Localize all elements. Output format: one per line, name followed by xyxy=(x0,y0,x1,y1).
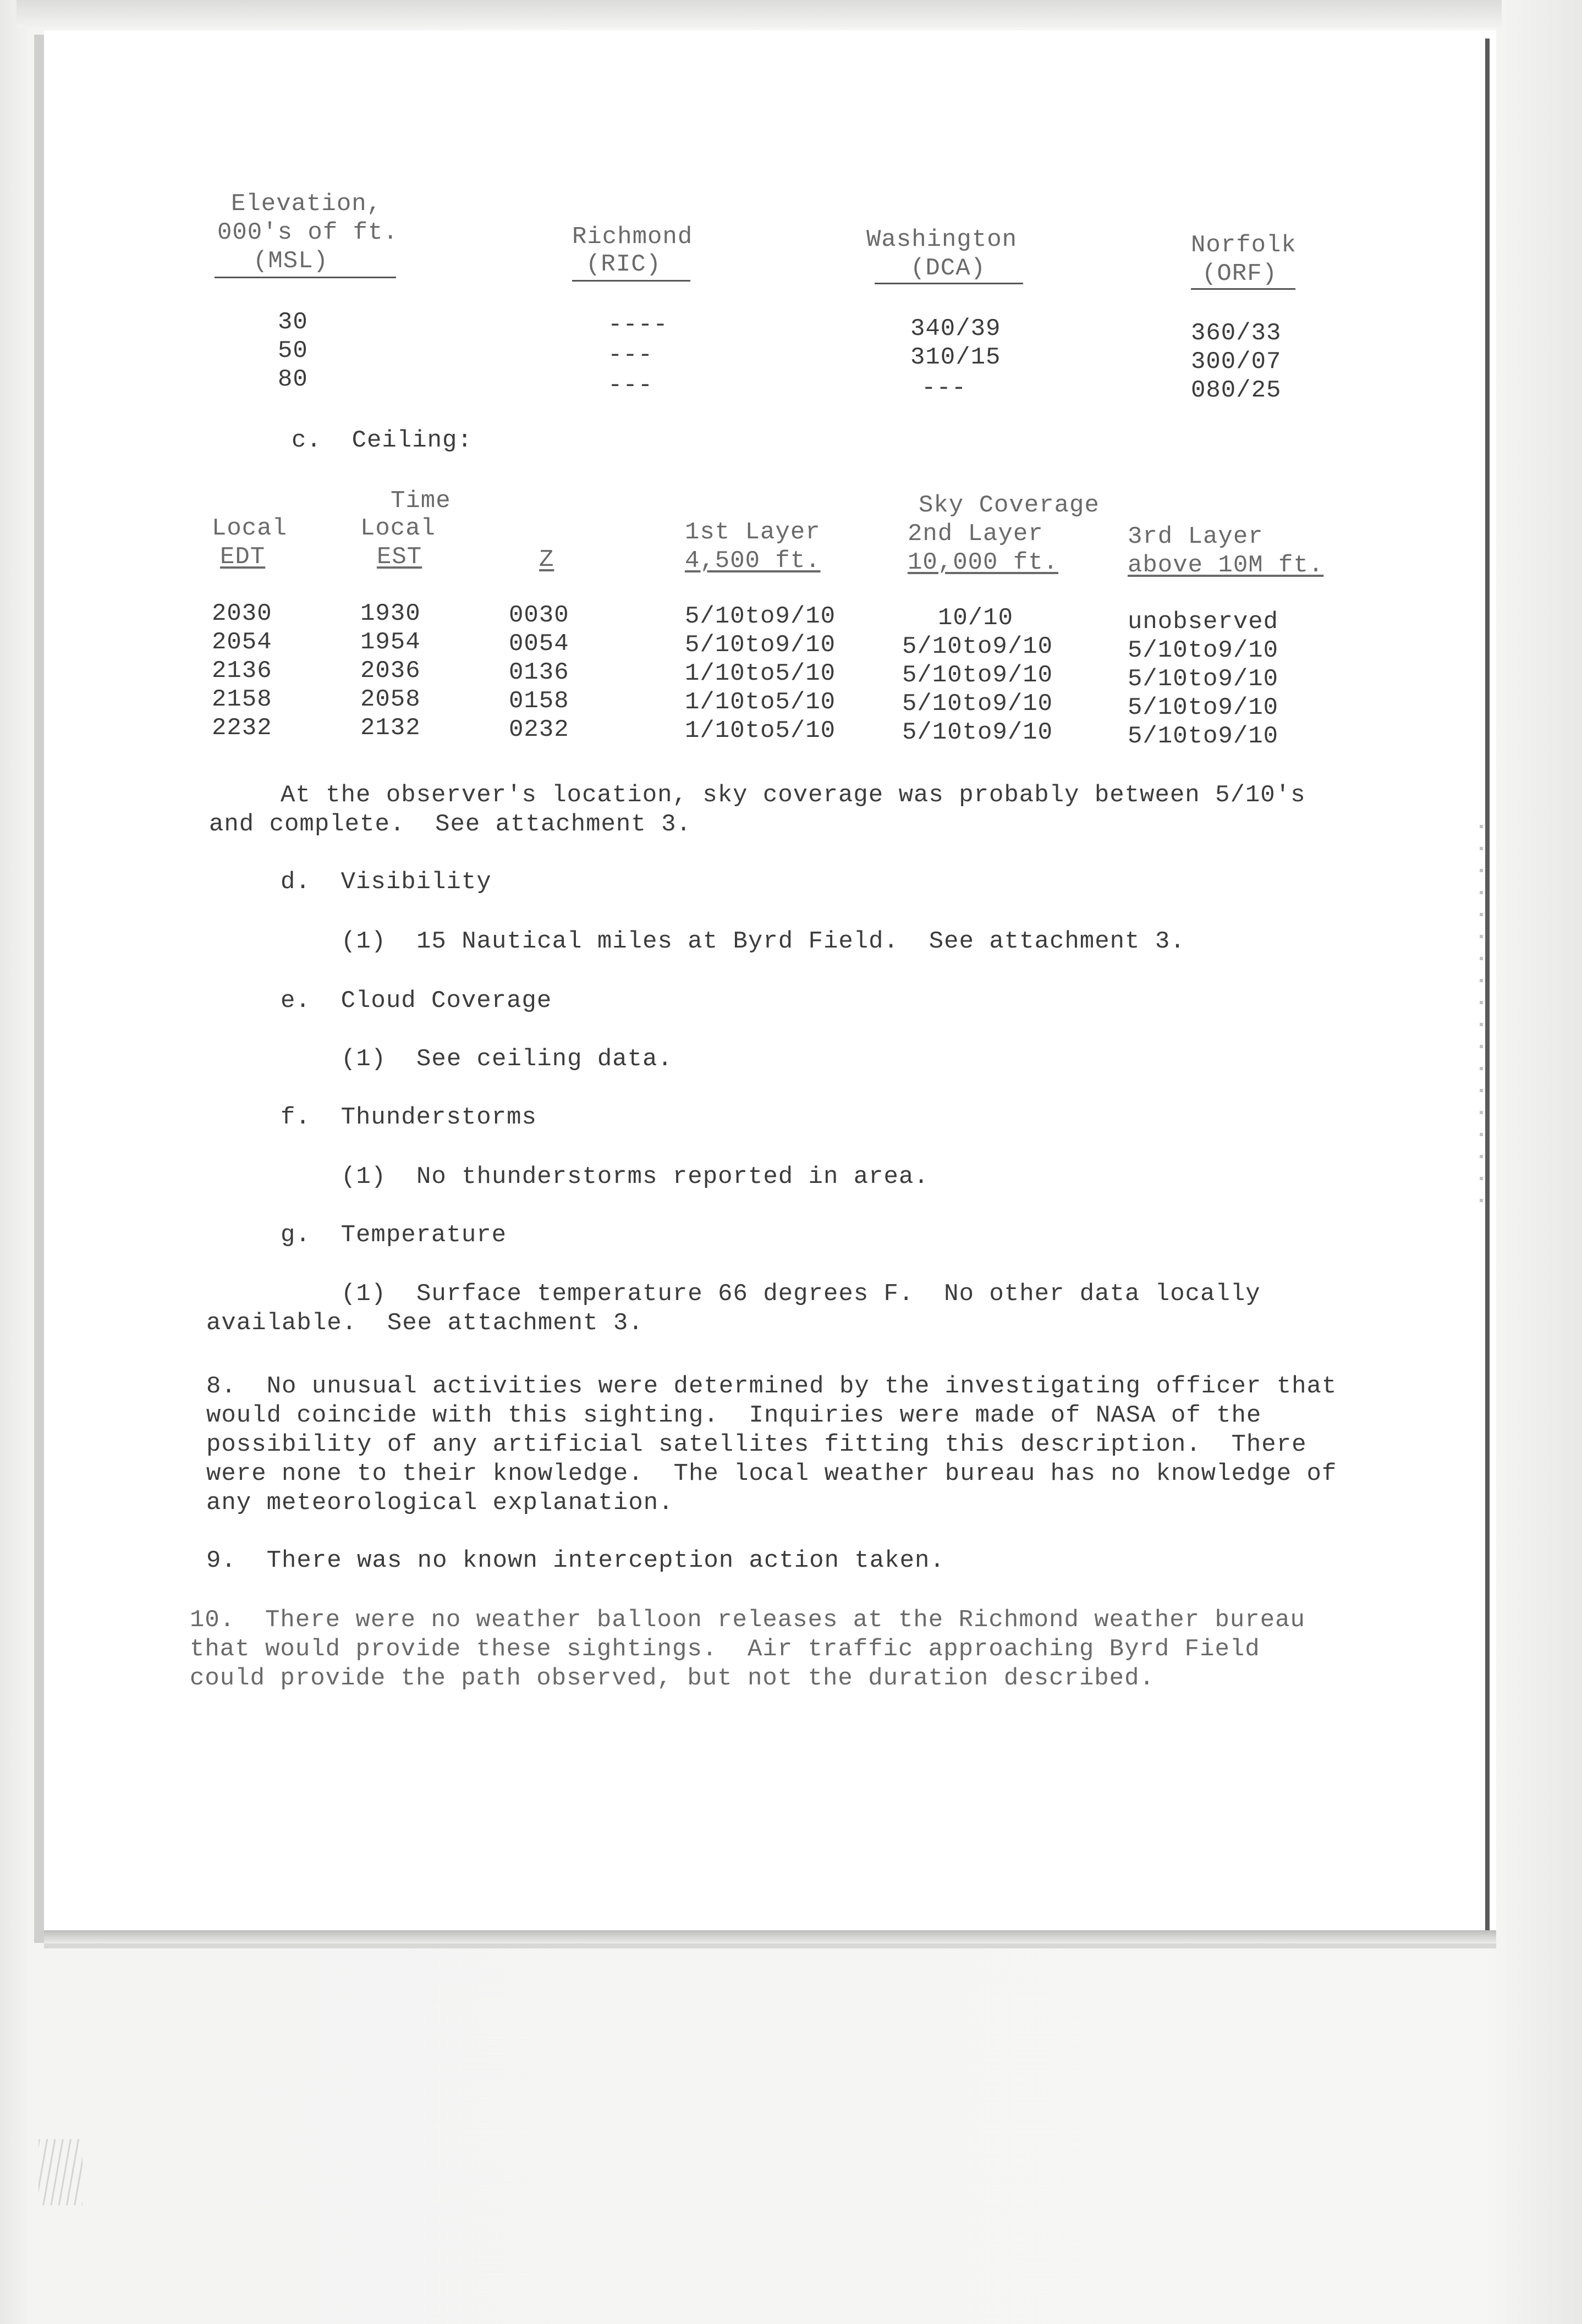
ceiling-header-edt: EDT xyxy=(220,543,266,571)
ceiling-row-4-l3: 5/10to9/10 xyxy=(1128,694,1279,722)
visibility-heading: d. Visibility xyxy=(281,868,492,896)
ceiling-row-1-est: 1930 xyxy=(360,600,421,627)
header-elevation-line3: (MSL) xyxy=(253,247,329,275)
header-elevation-rule xyxy=(215,277,396,278)
winds-row-3-ric: --- xyxy=(608,372,653,399)
ceiling-header-time: Time xyxy=(391,487,451,515)
ceiling-row-4-l2: 5/10to9/10 xyxy=(902,690,1053,718)
ceiling-row-3-edt: 2136 xyxy=(212,657,272,685)
cloud-coverage-text: (1) See ceiling data. xyxy=(341,1045,673,1073)
ceiling-row-4-edt: 2158 xyxy=(212,686,272,713)
thunderstorms-heading: f. Thunderstorms xyxy=(281,1104,537,1131)
temperature-text-line2: available. See attachment 3. xyxy=(206,1309,644,1337)
winds-row-1-dca: 340/39 xyxy=(910,315,1001,343)
winds-row-3-orf: 080/25 xyxy=(1191,377,1282,404)
p8-line1: 8. No unusual activities were determined by the investigating officer that xyxy=(206,1373,1337,1400)
ceiling-header-layer3-height: above 10M ft. xyxy=(1128,552,1324,579)
header-richmond-line1: Richmond xyxy=(572,223,693,251)
page-right-edge xyxy=(1485,38,1490,1936)
ceiling-row-3-est: 2036 xyxy=(360,657,421,685)
winds-row-3-dca: --- xyxy=(921,375,967,402)
temperature-text-line1: (1) Surface temperature 66 degrees F. No other data locally xyxy=(341,1280,1261,1308)
ceiling-row-3-l3: 5/10to9/10 xyxy=(1128,665,1279,693)
p8-line5: any meteorological explanation. xyxy=(206,1489,674,1517)
ceiling-row-1-l1: 5/10to9/10 xyxy=(685,603,836,630)
header-washington-line2: (DCA) xyxy=(910,255,986,282)
ceiling-row-1-l3: unobserved xyxy=(1128,608,1279,636)
winds-row-2-orf: 300/07 xyxy=(1191,348,1282,376)
winds-row-3-elev: 80 xyxy=(278,366,308,393)
ceiling-row-5-l2: 5/10to9/10 xyxy=(902,719,1053,746)
ceiling-note-line2: and complete. See attachment 3. xyxy=(209,811,691,838)
winds-row-1-ric: ---- xyxy=(608,311,668,339)
winds-row-1-elev: 30 xyxy=(278,309,308,336)
p8-line4: were none to their knowledge. The local weather bureau has no knowledge of xyxy=(206,1460,1337,1488)
ceiling-note-line1: At the observer's location, sky coverage was probably between 5/10's xyxy=(281,781,1306,809)
ceiling-row-2-z: 0054 xyxy=(509,630,569,658)
ceiling-row-2-l3: 5/10to9/10 xyxy=(1128,637,1279,664)
ceiling-row-5-est: 2132 xyxy=(360,714,421,742)
header-richmond-line2: (RIC) xyxy=(586,251,662,278)
ceiling-header-layer2-height: 10,000 ft. xyxy=(908,549,1059,576)
header-norfolk-rule xyxy=(1191,288,1295,290)
ceiling-header-layer3: 3rd Layer xyxy=(1128,523,1264,550)
p10-line2: that would provide these sightings. Air traffic approaching Byrd Field xyxy=(190,1635,1260,1663)
ceiling-row-2-edt: 2054 xyxy=(212,629,272,656)
header-richmond-rule xyxy=(572,280,690,282)
ceiling-header-layer1-height: 4,500 ft. xyxy=(685,547,821,575)
ceiling-row-5-z: 0232 xyxy=(509,716,569,744)
ceiling-row-3-l1: 1/10to5/10 xyxy=(685,660,836,687)
ceiling-row-5-l1: 1/10to5/10 xyxy=(685,717,836,745)
ceiling-row-4-est: 2058 xyxy=(360,686,421,713)
scan-top-edge xyxy=(17,0,1502,27)
ceiling-row-4-l1: 1/10to5/10 xyxy=(685,689,836,716)
winds-row-2-dca: 310/15 xyxy=(910,344,1001,371)
ceiling-header-local-est: Local xyxy=(360,515,436,542)
winds-row-2-elev: 50 xyxy=(278,337,308,365)
ceiling-row-1-l2: 10/10 xyxy=(938,604,1014,632)
ceiling-header-est: EST xyxy=(377,543,422,571)
ceiling-row-4-z: 0158 xyxy=(509,687,569,715)
ceiling-header-sky-coverage: Sky Coverage xyxy=(919,492,1100,519)
ceiling-row-3-l2: 5/10to9/10 xyxy=(902,662,1053,689)
p8-line3: possibility of any artificial satellites fitting this description. There xyxy=(206,1431,1307,1458)
ceiling-header-z: Z xyxy=(539,546,554,574)
ceiling-header-local: Local xyxy=(212,515,288,542)
ceiling-row-2-l1: 5/10to9/10 xyxy=(685,631,836,659)
ceiling-row-2-l2: 5/10to9/10 xyxy=(902,633,1053,660)
ceiling-row-5-l3: 5/10to9/10 xyxy=(1128,723,1279,750)
visibility-text: (1) 15 Nautical miles at Byrd Field. See attachment 3. xyxy=(341,928,1185,955)
p8-line2: would coincide with this sighting. Inquiries were made of NASA of the xyxy=(206,1402,1262,1429)
cloud-coverage-heading: e. Cloud Coverage xyxy=(281,987,552,1015)
ceiling-row-1-edt: 2030 xyxy=(212,600,272,627)
scan-margin-marks xyxy=(39,2139,83,2205)
winds-row-1-orf: 360/33 xyxy=(1191,320,1282,347)
ceiling-row-2-est: 1954 xyxy=(360,629,421,656)
p10-line3: could provide the path observed, but not the duration described. xyxy=(190,1665,1155,1692)
ceiling-row-1-z: 0030 xyxy=(509,602,569,629)
p10-line1: 10. There were no weather balloon releases at the Richmond weather bureau xyxy=(190,1606,1305,1634)
ceiling-header-layer2: 2nd Layer xyxy=(908,520,1043,548)
page-bottom-shadow xyxy=(44,1930,1496,1943)
header-washington-rule xyxy=(875,283,1023,284)
header-washington-line1: Washington xyxy=(866,226,1018,254)
paragraph-9: 9. There was no known interception action taken. xyxy=(206,1547,945,1574)
ceiling-header-layer1: 1st Layer xyxy=(685,519,821,546)
temperature-heading: g. Temperature xyxy=(281,1221,507,1249)
header-norfolk-line1: Norfolk xyxy=(1191,232,1297,259)
ceiling-row-3-z: 0136 xyxy=(509,659,569,686)
ceiling-label: c. Ceiling: xyxy=(292,427,473,454)
header-norfolk-line2: (ORF) xyxy=(1202,260,1278,288)
page-edge-marks xyxy=(1480,825,1483,1210)
winds-row-2-ric: --- xyxy=(608,342,653,369)
header-elevation-line1: Elevation, xyxy=(231,190,382,218)
thunderstorms-text: (1) No thunderstorms reported in area. xyxy=(341,1163,929,1191)
header-elevation-line2: 000's of ft. xyxy=(217,219,398,246)
ceiling-row-5-edt: 2232 xyxy=(212,714,272,742)
